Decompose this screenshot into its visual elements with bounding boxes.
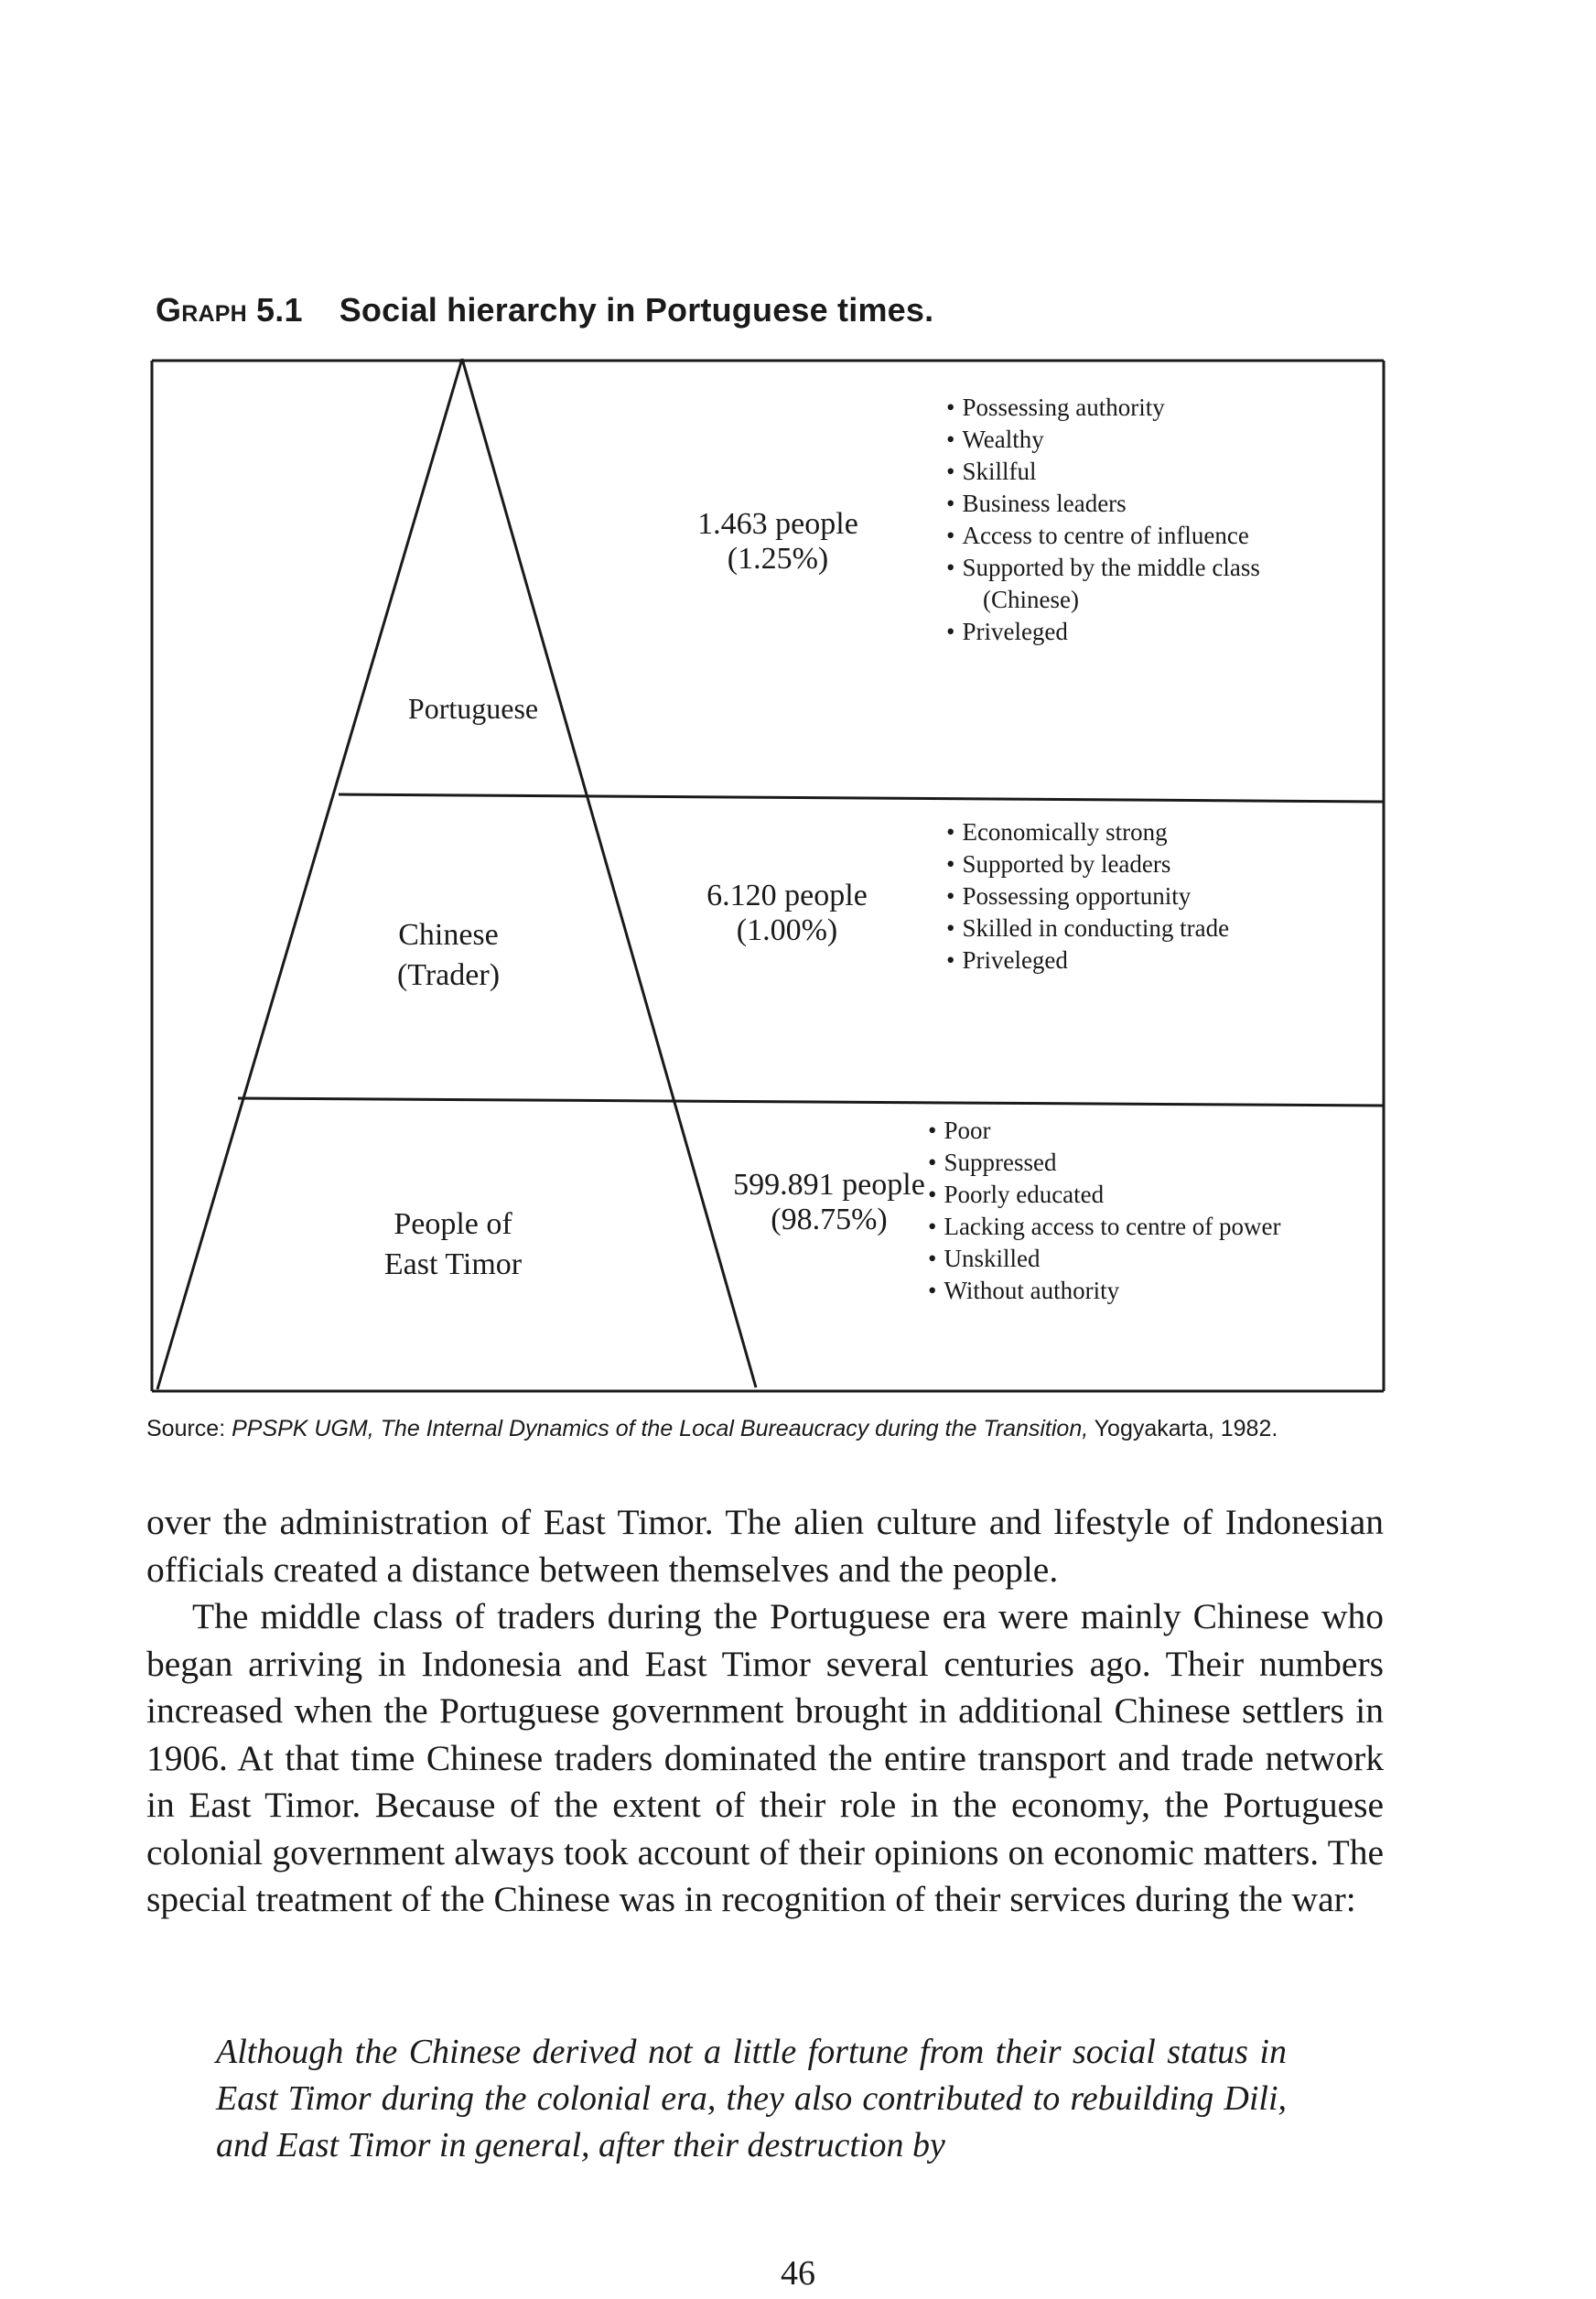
trait-item: • Skilled in conducting trade	[946, 912, 1229, 944]
block-quote: Although the Chinese derived not a little fortune from their social status in East Timor during the colonial era, they also contributed to rebuilding Dili, and East Timor in general, after their destruction by	[216, 2033, 1287, 2164]
source-suffix: Yogyakarta, 1982.	[1088, 1416, 1278, 1441]
source-citation	[146, 1415, 1391, 1442]
trait-item: • Supported by the middle class	[946, 552, 1260, 584]
trait-item: • Without authority	[928, 1275, 1281, 1307]
body-text	[146, 1499, 1384, 1924]
tier-name-line: (Trader)	[396, 958, 501, 992]
trait-item: • Business leaders	[946, 488, 1260, 520]
trait-item: • Unskilled	[928, 1243, 1281, 1275]
trait-item: • Poorly educated	[928, 1179, 1281, 1211]
divider-line-2	[238, 1098, 1384, 1106]
trait-item: • Wealthy	[946, 424, 1260, 456]
trait-item: • Lacking access to centre of power	[928, 1211, 1281, 1243]
tier-name-line: People of	[394, 1207, 512, 1241]
trait-item: • Access to centre of influence	[946, 520, 1260, 552]
tier-count-portuguese	[668, 507, 888, 577]
trait-item: • Suppressed	[928, 1147, 1281, 1179]
graph-label: Graph 5.1	[156, 291, 303, 329]
traits-list-chinese	[946, 816, 1229, 977]
traits-list-portuguese	[946, 392, 1260, 648]
count-value: 6.120 people	[706, 879, 868, 912]
count-value: 599.891 people	[733, 1168, 925, 1202]
paragraph: over the administration of East Timor. The alien culture and lifestyle of Indonesian officials created a distance between themselves and the people.	[146, 1502, 1384, 1590]
count-value: 1.463 people	[697, 507, 858, 541]
trait-item: • Possessing opportunity	[946, 880, 1229, 912]
percent-value: (1.25%)	[727, 542, 829, 576]
percent-value: (1.00%)	[736, 913, 838, 947]
tier-name-line: East Timor	[383, 1247, 523, 1281]
trait-item: • Possessing authority	[946, 392, 1260, 424]
tier-name-portuguese: Portuguese	[407, 692, 539, 725]
trait-item: • Priveleged	[946, 944, 1229, 977]
paragraph: The middle class of traders during the Portuguese era were mainly Chinese who began arriving in Indonesia and East Timor several centuries ago. Their numbers increased when the Portuguese government brought in additional Chinese settlers in 1906. At that time Chinese traders dominated the entire transport and trade network in East Timor. Because of the extent of their role in the economy, the Portuguese colonial government always took account of their opinions on economic matters. The special treatment of the Chinese was in recognition of their services during the war:	[146, 1596, 1384, 1919]
trait-item-continuation: (Chinese)	[983, 586, 1079, 613]
tier-count-chinese	[677, 879, 897, 948]
trait-item: • Priveleged	[946, 616, 1260, 648]
percent-value: (98.75%)	[771, 1203, 888, 1236]
tier-name-line: Chinese	[398, 918, 499, 952]
traits-list-east-timor	[928, 1115, 1281, 1307]
trait-item: • Skillful	[946, 456, 1260, 488]
tier-count-east-timor	[710, 1168, 948, 1237]
graph-caption: Social hierarchy in Portuguese times.	[339, 291, 934, 329]
page-number: 46	[781, 2254, 815, 2293]
tier-name-chinese	[348, 915, 549, 996]
trait-item: • Economically strong	[946, 816, 1229, 848]
tier-name-east-timor	[343, 1204, 563, 1285]
source-title: PPSPK UGM, The Internal Dynamics of the Local Bureaucracy during the Transition,	[232, 1416, 1089, 1441]
source-prefix: Source:	[146, 1416, 232, 1441]
trait-item: • Poor	[928, 1115, 1281, 1147]
divider-line-1	[339, 794, 1384, 802]
trait-item: • Supported by leaders	[946, 848, 1229, 880]
